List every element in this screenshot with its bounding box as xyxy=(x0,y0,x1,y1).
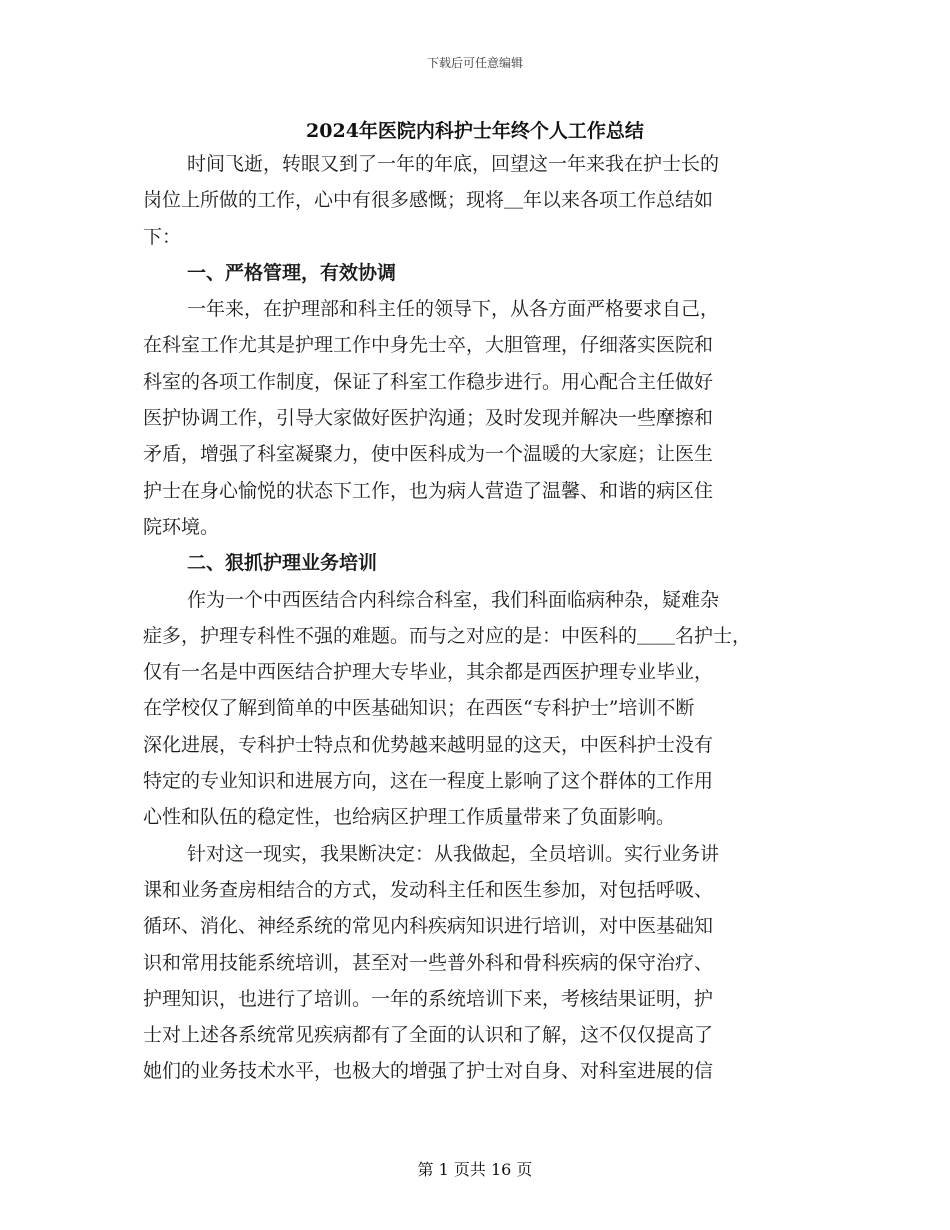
paragraph-line: 心性和队伍的稳定性，也给病区护理工作质量带来了负面影响。 xyxy=(143,806,676,829)
section-heading: 一、严格管理，有效协调 xyxy=(187,261,397,284)
paragraph-line: 时间飞逝，转眼又到了一年的年底，回望这一年来我在护士长的 xyxy=(187,153,720,175)
paragraph-line: 护理知识，也进行了培训。一年的系统培训下来，考核结果证明，护 xyxy=(143,987,714,1010)
paragraph-line: 识和常用技能系统培训，甚至对一些普外科和骨科疾病的保守治疗、 xyxy=(143,951,714,974)
paragraph-line: 症多，护理专科性不强的难题。而与之对应的是：中医科的＿＿名护士， xyxy=(143,624,752,647)
paragraph-line: 针对这一现实，我果断决定：从我做起，全员培训。实行业务讲 xyxy=(187,842,720,865)
paragraph-line: 在学校仅了解到简单的中医基础知识；在西医“专科护士”培训不断 xyxy=(143,697,695,720)
paragraph-line: 士对上述各系统常见疾病都有了全面的认识和了解，这不仅仅提高了 xyxy=(143,1024,714,1047)
paragraph-line: 作为一个中西医结合内科综合科室，我们科面临病种杂，疑难杂 xyxy=(187,588,720,611)
paragraph-line: 一年来，在护理部和科主任的领导下，从各方面严格要求自己， xyxy=(187,298,720,321)
paragraph-line: 她们的业务技术水平，也极大的增强了护士对自身、对科室进展的信 xyxy=(143,1060,714,1083)
paragraph-line: 课和业务查房相结合的方式，发动科主任和医生参加，对包括呼吸、 xyxy=(143,878,714,901)
paragraph-line: 特定的专业知识和进展方向，这在一程度上影响了这个群体的工作用 xyxy=(143,770,714,793)
paragraph-line: 仅有一名是中西医结合护理大专毕业，其余都是西医护理专业毕业， xyxy=(143,661,714,684)
paragraph-line: 下： xyxy=(143,225,182,248)
paragraph-line: 院环境。 xyxy=(143,515,220,538)
paragraph-line: 科室的各项工作制度，保证了科室工作稳步进行。用心配合主任做好 xyxy=(143,370,714,393)
paragraph-line: 矛盾，增强了科室凝聚力，使中医科成为一个温暖的大家庭；让医生 xyxy=(143,443,714,466)
paragraph-line: 深化进展，专科护士特点和优势越来越明显的这天，中医科护士没有 xyxy=(143,733,714,756)
paragraph-line: 在科室工作尤其是护理工作中身先士卒，大胆管理，仔细落实医院和 xyxy=(143,334,714,357)
paragraph-line: 循环、消化、神经系统的常见内科疾病知识进行培训，对中医基础知 xyxy=(143,915,714,938)
section-heading: 二、狠抓护理业务培训 xyxy=(187,552,378,575)
paragraph-line: 岗位上所做的工作，心中有很多感慨；现将＿年以来各项工作总结如 xyxy=(143,189,714,212)
document-body xyxy=(143,146,815,1090)
document-title: 2024年医院内科护士年终个人工作总结 xyxy=(306,120,644,142)
page-header: 下载后可任意编辑 xyxy=(426,56,523,70)
paragraph-line: 医护协调工作，引导大家做好医护沟通；及时发现并解决一些摩擦和 xyxy=(143,407,714,430)
paragraph-line: 护士在身心愉悦的状态下工作，也为病人营造了温馨、和谐的病区住 xyxy=(143,479,714,502)
page-footer: 第 1 页共 16 页 xyxy=(417,1160,533,1179)
